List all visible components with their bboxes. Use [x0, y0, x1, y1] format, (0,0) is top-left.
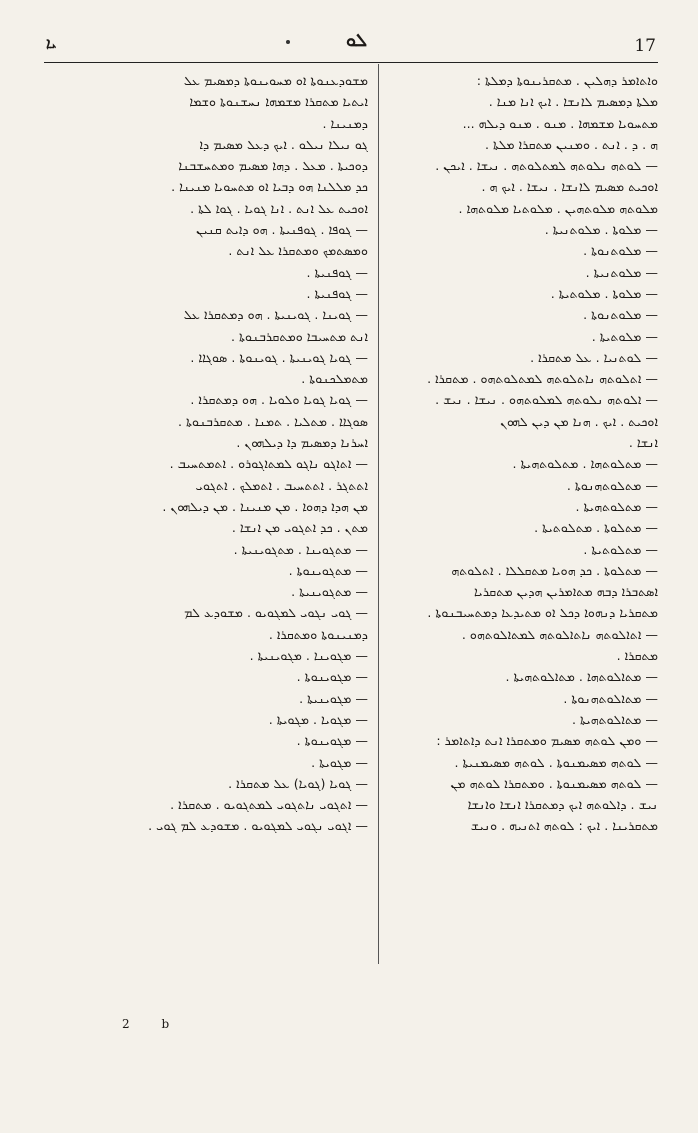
text-line: — ܡܠܘܬܢܝܬܐ .	[585, 264, 658, 280]
text-line: — ܡܓܘܝܐ . ܡܓܘܝܬܐ .	[268, 711, 368, 727]
text-line: — ܡܠܘܬܢܘܬܐ .	[583, 243, 658, 259]
text-line: — ܡܓܘܝܢܘܬܐ .	[296, 733, 368, 749]
text-line: — ܡܬܠܘܬܗܐ . ܡܬܠܘܬܗܝܬܐ .	[512, 456, 658, 472]
text-line: ܡܬܩܪܝܐ ܕܢܗܘܐ ܕܟܠ ܐܘ ܡܬܝܕܥܐ ܕܡܬܚܝܒܢܘܬܐ .	[427, 605, 658, 621]
text-line: ܡܬܢ . ܟܕ ܐܬܓܘܝ ܡܢ ܐܢܫܐ .	[231, 520, 368, 536]
text-line: — ܡܬܠܘܬܗܝܬܐ .	[575, 498, 658, 514]
running-header	[46, 30, 656, 60]
text-line: — ܓܘܝܢܐ . ܓܘܝܢܝܬܐ . ܗܘ ܕܡܬܩܪܐ ܥܠ	[183, 307, 368, 323]
page-footer	[122, 1017, 197, 1031]
text-line: — ܓܘܝܐ ܓܘܝܢܝܬܐ . ܓܘܝܢܘܬܐ . ܣܘܓܐܐ .	[190, 349, 368, 365]
text-line: ܕܡܢܝܢܘܬܐ ܘܡܬܩܪܐ .	[268, 626, 368, 642]
text-line: — ܓܘܦܐ . ܓܘܦܢܝܬܐ . ܗܘ ܕܐܝܬ ܩܢܝܢ	[196, 222, 368, 238]
text-line: — ܓܘܝܐ (ܓܘܝܐ) ܥܠ ܡܬܩܪܐ .	[228, 775, 368, 791]
text-line: — ܠܘܬܗ ܡܣܝܡܢܘܬܐ . ܘܡܬܩܪܐ ܠܘܬܗ ܡܢ	[450, 775, 658, 791]
text-line: ܐܬܬܓܪ . ܐܬܬܚܝܒ . ܐܬܡܠܟ . ܐܬܓܘܝ	[195, 477, 368, 493]
text-line: ܟܕ ܡܠܠܢܐ ܗܘ ܕܒܝܐ ܐܘ ܡܬܚܘܝܐ ܡܢܝܢܐ .	[171, 179, 368, 195]
text-line: — ܡܬܓܘܝܢܐ . ܡܬܓܘܝܢܝܬܐ .	[233, 541, 368, 557]
text-line: — ܡܬܠܘܬܗܢܘܬܐ .	[566, 477, 658, 493]
text-line: ܘܐܬܐܡܪ ܕܗܠܝܢ . ܡܬܩܪܝܢܘܬܐ ܕܡܠܬܐ :	[476, 73, 658, 88]
text-line: ܘܡܣܬܡܟ ܘܡܬܩܪܐ ܥܠ ܐܢܬ .	[228, 243, 368, 259]
text-line: — ܡܠܘܬܢܘܬܐ .	[583, 307, 658, 323]
text-line: — ܐܬܐܓܘ ܢܐܓܘ ܠܡܬܐܓܘܪܘ . ܐܬܡܬܚܝܒ .	[169, 456, 368, 472]
text-line: ܐܢܫܐ .	[628, 435, 658, 451]
text-line: — ܡܓܘܝܢܐ . ܡܓܘܝܢܝܬܐ .	[249, 648, 368, 664]
text-line: ܕܡܢܝܢܐ .	[322, 115, 368, 131]
text-line: — ܡܓܘܝܬܐ .	[311, 754, 368, 770]
text-line: ܡܬܡܠܟܢܘܬܐ .	[301, 371, 368, 387]
text-line: — ܡܬܠܘܬܐ . ܡܬܠܘܬܝܬܐ .	[534, 520, 658, 536]
text-line: — ܠܘܬܢܝܐ . ܥܠ ܡܬܩܪܐ .	[530, 349, 658, 365]
text-line: — ܡܬܓܘܝܢܘܬܐ .	[288, 562, 368, 578]
text-line: — ܡܬܐܠܘܬܗܐ . ܡܬܐܠܘܬܗܝܬܐ .	[505, 669, 658, 685]
text-line: ܐܘܟܝܬ . ܐܝܟ . ܗܢܐ ܡܢ ܕܝܢ ܠܗܘܢ	[500, 413, 658, 429]
text-line: ܐܢܬ ܡܬܚܝܒܐ ܘܡܬܩܪܒܢܘܬܐ .	[230, 328, 368, 344]
text-line: ܗ . ܕ . ܐܢܬ . ܘܡܢܝܢ ܡܬܩܪܐ ܡܠܬܐ .	[484, 136, 658, 152]
text-line: — ܓܘܦܢܝܬܐ .	[306, 264, 368, 280]
text-line: — ܡܓܘܝܢܘܬܐ .	[296, 669, 368, 685]
text-line: ܐܝܬܝܐ ܡܬܩܪܐ ܡܫܡܗܐ ܢܚܫܢܘܬܐ ܘܫܡܐ	[189, 94, 368, 110]
header-rule	[44, 62, 658, 63]
header-center-mark: ܠܘ	[346, 30, 368, 51]
column-divider	[378, 64, 379, 964]
text-line: ܡܠܬܐ ܕܡܣܝܡ ܠܐܢܫܐ . ܐܝܟ ܐܢܐ ܡܢܐ .	[488, 94, 658, 110]
text-line: — ܐܬܐܠܘܬܗ ܢܐܬܐܠܘܬܗ ܠܡܬܐܠܘܬܗܘ .	[461, 626, 658, 642]
text-line: — ܡܬܓܘܝܢܝܬܐ .	[291, 584, 368, 600]
left-column	[48, 70, 368, 837]
text-line: — ܡܬܠܘܬܐ . ܟܕ ܗܘܝܐ ܡܬܩܠܠܐ . ܐܬܠܘܬܗ	[451, 562, 658, 578]
text-line: ܣܘܓܐܐ . ܡܬܠܝܐ . ܬܡܢܐ . ܡܬܩܪܒܢܘܬܐ .	[178, 413, 368, 429]
text-line: ܡܬܩܪܐ .	[616, 648, 658, 664]
text-line: ܢܝܫ . ܕܐܠܘܬܗ ܐܝܟ ܕܡܬܩܪܐ ܐܢܫܐ ܘܐܢܫܐ	[467, 797, 658, 813]
text-line: — ܓܘܝܐ ܓܘܝܐ ܘܠܘܝܐ . ܗܘ ܕܡܬܩܪܐ .	[190, 392, 368, 408]
text-line: ܐܚܪܢܐ ܕܡܣܝܡ ܕܐ ܕܝܠܗܘܢ .	[236, 435, 368, 451]
signature-letter: b	[161, 1017, 170, 1031]
text-line: ܡܢ ܗܕܐ ܕܗܘܐ . ܡܢ ܡܢܝܢܐ . ܡܢ ܕܝܠܗܘܢ .	[162, 498, 368, 514]
text-line: — ܡܓܘܝܢܝܬܐ .	[299, 690, 368, 706]
text-line: — ܐܬܠܘܬܗ ܢܐܬܠܘܬܗ ܠܡܬܠܘܬܗܘ . ܡܬܩܪܐ .	[427, 371, 658, 387]
text-line: — ܐܬܓܘܝ ܢܐܬܓܘܝ ܠܡܬܓܘܝܘ . ܡܬܩܪܐ .	[170, 797, 368, 813]
text-line: ܡܬܩܪܝܢܐ . ܐܝܟ : ܠܘܬܗ ܐܬܢܝܗ . ܘܢܝܫ	[470, 818, 658, 834]
text-line: ܓܘ ܢܝܠܐ ܢܝܠܘ . ܐܝܟ ܕܥܠ ܡܣܝܡ ܕܐ	[199, 136, 368, 152]
text-line: — ܡܠܘܬܐ . ܡܠܘܬܢܝܬܐ .	[544, 222, 658, 238]
text-line: — ܓܘܝ ܢܓܘܝ ܠܡܓܘܝܘ . ܡܫܘܕܥ ܠܡ	[184, 605, 368, 621]
text-line: — ܘܡܢ ܠܘܬܗ ܡܣܝܡ ܘܡܬܩܪܐ ܐܢܬ ܕܐܬܐܡܪ :	[436, 733, 658, 749]
header-left-mark: ܝܐ	[46, 34, 57, 52]
text-line: — ܐܓܘܝ ܢܓܘܝ ܠܡܓܘܝܘ . ܡܫܘܕܥ ܠܡ ܓܘܝ .	[148, 818, 368, 834]
text-line: — ܠܘܬܗ ܡܣܝܡܢܘܬܐ . ܠܘܬܗ ܡܣܝܡܢܝܬܐ .	[454, 754, 658, 770]
text-line: ܡܬܚܘܝܐ ܡܫܡܗܐ . ܡܢܘ . ܡܢܘ ܕܝܠܗ ...	[462, 115, 658, 131]
text-line: — ܐܠܘܬܗ ܢܠܘܬܗ ܠܡܠܘܬܗܘ . ܢܝܫܐ . ܢܝܫ .	[435, 392, 658, 408]
signature-number: 2	[122, 1017, 130, 1031]
page-number: 17	[634, 36, 656, 56]
text-line: ܐܘܟܝܬ ܥܠ ܐܢܬ . ܐܢܐ ܓܘܝܐ . ܓܘܐ ܠܬܐ .	[190, 200, 368, 216]
text-line: — ܠܘܬܗ ܢܠܘܬܗ ܠܡܬܠܘܬܗ . ܢܝܫܐ . ܐܝܟܢ .	[435, 158, 658, 174]
text-line: — ܡܬܐܠܘܬܗܢܘܬܐ .	[563, 690, 658, 706]
text-line: ܕܘܟܝܬܐ . ܡܥܠ . ܕܗܐ ܡܣܝܡ ܘܡܬܚܫܒܢܐ	[178, 158, 368, 174]
text-line: — ܡܠܘܬܝܬܐ .	[591, 328, 658, 344]
printer-dot	[286, 40, 290, 44]
text-line: — ܓܘܦܢܝܬܐ .	[306, 285, 368, 301]
text-line: ܡܠܘܬܗ ܡܠܘܬܗܝܢ . ܡܠܘܬܝܐ ܡܠܘܬܗܐ .	[458, 200, 658, 216]
text-line: ܐܣܬܒܪܐ ܕܒܗ ܡܬܐܡܪܝܢ ܗܕܝܢ ܡܬܩܪܝܐ	[474, 584, 658, 600]
text-line: — ܡܬܐܠܘܬܗܝܬܐ .	[571, 711, 658, 727]
text-line: — ܡܬܠܘܬܝܬܐ .	[583, 541, 658, 557]
text-line: ܐܘܟܝܬ ܡܣܝܡ ܠܐܢܫܐ . ܢܝܫܐ . ܐܝܟ ܗ .	[481, 179, 658, 195]
text-line: ܡܫܘܕܥܢܘܬܐ ܐܘ ܡܚܘܝܢܘܬܐ ܕܡܣܝܡ ܥܠ	[183, 73, 368, 88]
right-column	[386, 70, 658, 837]
text-line: — ܡܠܘܬܐ . ܡܠܘܬܝܬܐ .	[550, 285, 658, 301]
